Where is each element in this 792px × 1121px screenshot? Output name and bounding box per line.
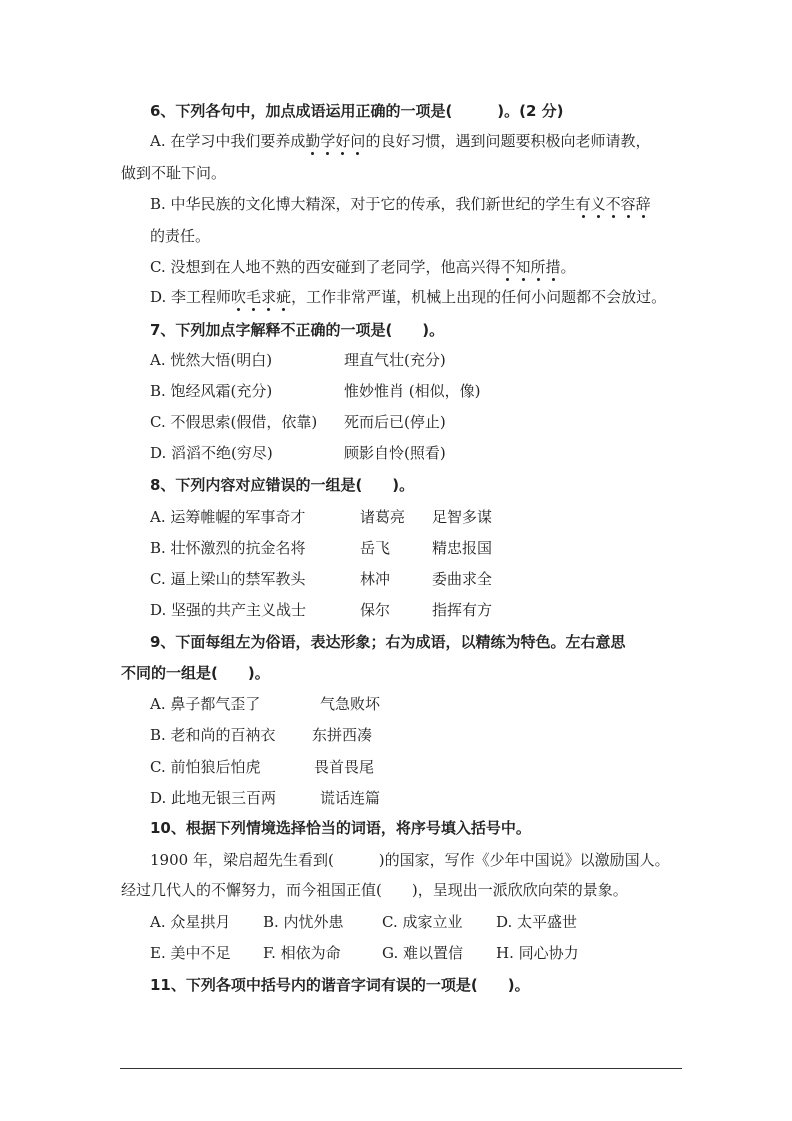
q8-row-b-idiom: 精忠报国	[432, 539, 493, 557]
q10-title: 10、根据下列情境选择恰当的词语，将序号填入括号中。	[150, 819, 531, 837]
q6-title: 6、下列各句中，加点成语运用正确的一项是( )。(2 分)	[150, 102, 564, 120]
q6-c-pre: C. 没想到在人地不熟的西安碰到了老同学，他高兴得	[150, 258, 501, 276]
q8-row-c-name: 林冲	[360, 570, 391, 588]
q6-c-idiom: 不知所措	[500, 258, 561, 276]
q9-title-line2: 不同的一组是( )。	[121, 664, 270, 682]
q6-option-a-line2: 做到不耻下问。	[121, 164, 227, 182]
q6-b-pre: B. 中华民族的文化博大精深，对于它的传承，我们新世纪的学生	[150, 195, 576, 213]
q10-option-f: F. 相依为命	[263, 944, 341, 962]
q6-d-idiom: 吹毛求疵	[231, 288, 292, 306]
footer-divider	[120, 1068, 682, 1069]
q9-row-b-left: B. 老和尚的百衲衣	[150, 726, 276, 744]
q7-row-b-left: B. 饱经风霜(充分)	[150, 382, 273, 400]
q6-option-b-line2: 的责任。	[150, 227, 211, 245]
q9-row-c-right: 畏首畏尾	[314, 758, 375, 776]
q6-option-d	[150, 287, 666, 307]
q7-row-d-right: 顾影自怜(照看)	[344, 444, 446, 462]
q10-option-a: A. 众星拱月	[150, 913, 231, 931]
q6-a-post: 的良好习惯，遇到问题要积极向老师请教，	[365, 132, 651, 150]
q9-row-d-left: D. 此地无银三百两	[150, 789, 277, 807]
q8-row-d-desc: D. 坚强的共产主义战士	[150, 601, 307, 619]
q8-row-c-idiom: 委曲求全	[432, 570, 493, 588]
q10-option-b: B. 内忧外患	[263, 913, 344, 931]
q6-option-a-line1	[150, 131, 650, 151]
q9-row-b-right: 东拼西凑	[312, 726, 373, 744]
q6-option-c	[150, 257, 576, 277]
q10-option-e: E. 美中不足	[150, 944, 231, 962]
q7-row-a-right: 理直气壮(充分)	[344, 351, 446, 369]
q8-row-b-name: 岳飞	[360, 539, 391, 557]
q9-row-a-left: A. 鼻子都气歪了	[150, 695, 261, 713]
q7-title: 7、下列加点字解释不正确的一项是( )。	[150, 321, 445, 339]
q8-row-c-desc: C. 逼上梁山的禁军教头	[150, 570, 306, 588]
q10-option-g: G. 难以置信	[382, 944, 463, 962]
q7-row-c-left: C. 不假思索(假借，依靠)	[150, 413, 318, 431]
q9-row-d-right: 谎话连篇	[320, 789, 381, 807]
q10-option-h: H. 同心协力	[496, 944, 579, 962]
q8-row-a-name: 诸葛亮	[360, 508, 406, 526]
q6-a-pre: A. 在学习中我们要养成	[150, 132, 306, 150]
q7-row-b-right: 惟妙惟肖 (相似，像)	[344, 382, 481, 400]
q8-row-b-desc: B. 壮怀激烈的抗金名将	[150, 539, 306, 557]
q9-title-line1: 9、下面每组左为俗语，表达形象；右为成语，以精练为特色。左右意思	[150, 633, 626, 651]
q8-row-d-idiom: 指挥有方	[432, 601, 493, 619]
q10-option-d: D. 太平盛世	[496, 913, 578, 931]
q8-row-a-desc: A. 运筹帷幄的军事奇才	[150, 508, 306, 526]
q8-row-d-name: 保尔	[360, 601, 391, 619]
q7-row-d-left: D. 滔滔不绝(穷尽)	[150, 444, 273, 462]
q7-row-a-left: A. 恍然大悟(明白)	[150, 351, 273, 369]
q11-title: 11、下列各项中括号内的谐音字词有误的一项是( )。	[150, 976, 530, 994]
q9-row-c-left: C. 前怕狼后怕虎	[150, 758, 261, 776]
q8-title: 8、下列内容对应错误的一组是( )。	[150, 476, 415, 494]
q6-a-idiom: 勤学好问	[305, 132, 366, 150]
q8-row-a-idiom: 足智多谋	[432, 508, 493, 526]
q6-c-post: 。	[560, 258, 576, 276]
q6-option-b-line1	[150, 194, 651, 214]
q10-paragraph-line2: 经过几代人的不懈努力，而今祖国正值( )，呈现出一派欣欣向荣的景象。	[121, 881, 628, 899]
q10-paragraph-line1: 1900 年，梁启超先生看到( )的国家，写作《少年中国说》以激励国人。	[150, 851, 670, 869]
q9-row-a-right: 气急败坏	[320, 695, 381, 713]
q6-b-idiom: 有义不容辞	[575, 195, 651, 213]
q7-row-c-right: 死而后已(停止)	[344, 413, 446, 431]
q6-d-pre: D. 李工程师	[150, 288, 232, 306]
q10-option-c: C. 成家立业	[382, 913, 463, 931]
q6-d-post: ，工作非常严谨，机械上出现的任何小问题都不会放过。	[291, 288, 667, 306]
